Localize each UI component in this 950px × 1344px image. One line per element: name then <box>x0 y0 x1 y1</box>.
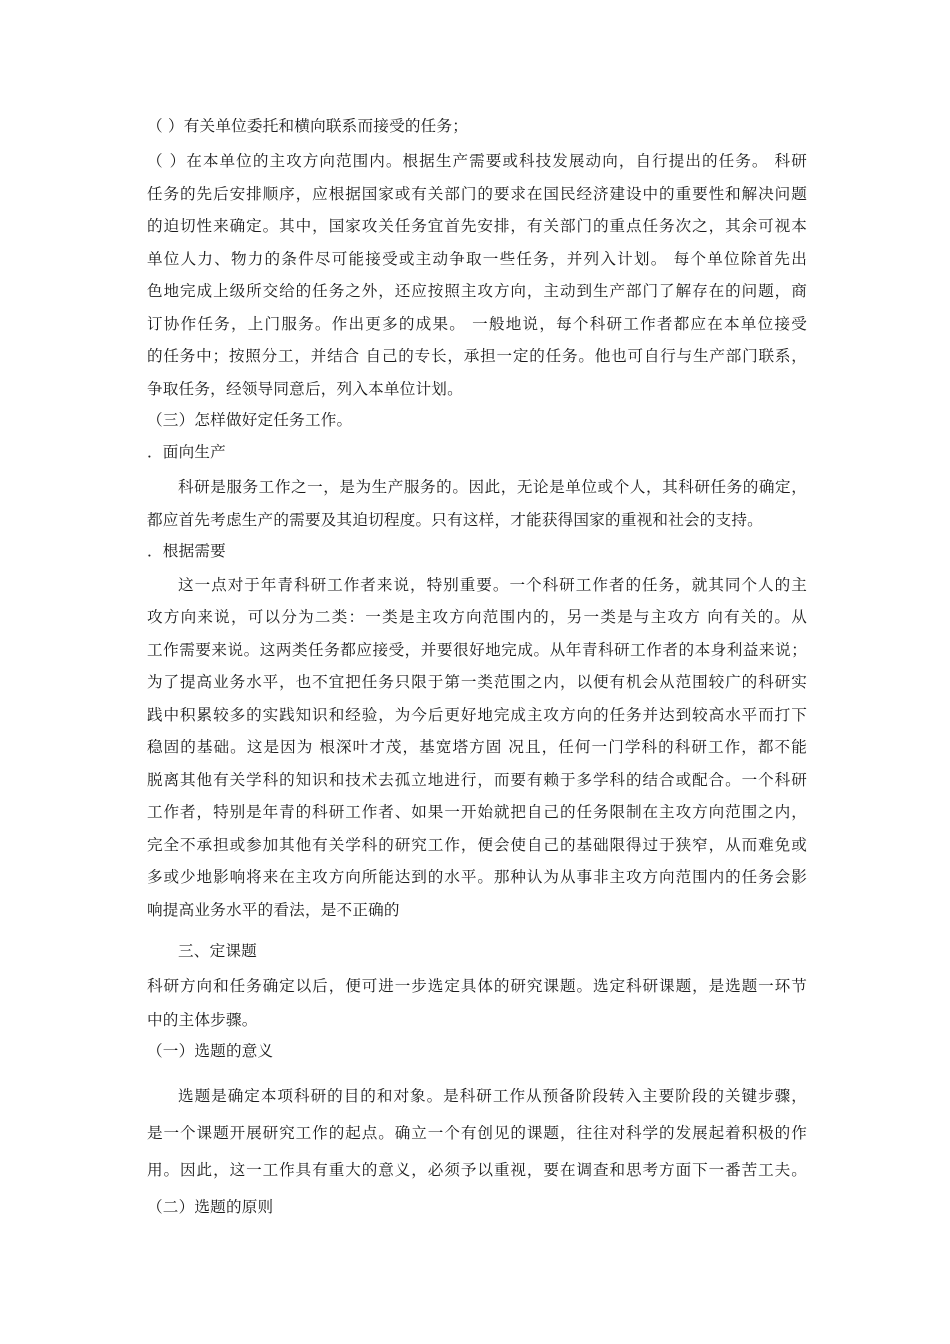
text-line: 中的主体步骤。 <box>147 1011 258 1029</box>
text-line: 色地完成上级所交给的任务之外，还应按照主攻方向，主动到生产部门了解存在的问题，商 <box>147 282 807 300</box>
section-heading: （一）选题的意义 <box>147 1042 274 1060</box>
text-line: 科研方向和任务确定以后，便可进一步选定具体的研究课题。选定科研课题，是选题一环节 <box>147 977 807 995</box>
text-line: 工作需要来说。这两类任务都应接受，并要很好地完成。从年青科研工作者的本身利益来说； <box>147 641 807 659</box>
text-line: 工作者，特别是年青的科研工作者、如果一开始就把自己的任务限制在主攻方向范围之内， <box>147 803 807 821</box>
text-line: 响提高业务水平的看法，是不正确的 <box>147 901 400 919</box>
text-line: （ ）在本单位的主攻方向范围内。根据生产需要或科技发展动向，自行提出的任务。 科研 <box>147 152 807 170</box>
text-line: 脱离其他有关学科的知识和技术去孤立地进行，而要有赖于多学科的结合或配合。一个科研 <box>147 771 807 789</box>
text-line: 为了提高业务水平，也不宜把任务只限于第一类范围之内，以便有机会从范围较广的科研实 <box>147 673 807 691</box>
paragraph-first-line: 科研是服务工作之一，是为生产服务的。因此，无论是单位或个人，其科研任务的确定， <box>178 478 807 496</box>
section-heading: （二）选题的原则 <box>147 1198 274 1216</box>
text-line: 都应首先考虑生产的需要及其迫切程度。只有这样，才能获得国家的重视和社会的支持。 <box>147 511 763 529</box>
text-line: （ ）有关单位委托和横向联系而接受的任务； <box>147 117 469 135</box>
chapter-heading: 三、定课题 <box>178 942 257 960</box>
text-line: 争取任务，经领导同意后，列入本单位计划。 <box>147 380 463 398</box>
paragraph-first-line: 这一点对于年青科研工作者来说，特别重要。一个科研工作者的任务，就其同个人的主 <box>178 576 807 594</box>
text-line: 用。因此，这一工作具有重大的意义，必须予以重视，要在调查和思考方面下一番苦工夫。 <box>147 1161 807 1179</box>
text-line: 的迫切性来确定。其中，国家攻关任务宜首先安排，有关部门的重点任务次之，其余可视本 <box>147 217 807 235</box>
subsection-heading: ．面向生产 <box>147 443 226 461</box>
text-line: 订协作任务，上门服务。作出更多的成果。 一般地说，每个科研工作者都应在本单位接受 <box>147 315 807 333</box>
paragraph-first-line: 选题是确定本项科研的目的和对象。是科研工作从预备阶段转入主要阶段的关键步骤， <box>178 1087 807 1105</box>
subsection-heading: ．根据需要 <box>147 542 226 560</box>
text-line: 攻方向来说，可以分为二类：一类是主攻方向范围内的，另一类是与主攻方 向有关的。从 <box>147 608 807 626</box>
text-line: 是一个课题开展研究工作的起点。确立一个有创见的课题，往往对科学的发展起着积极的作 <box>147 1124 807 1142</box>
text-line: 多或少地影响将来在主攻方向所能达到的水平。那种认为从事非主攻方向范围内的任务会影 <box>147 868 807 886</box>
text-line: 稳固的基础。这是因为 根深叶才茂，基宽塔方固 况且，任何一门学科的科研工作，都不能 <box>147 738 807 756</box>
section-heading: （三）怎样做好定任务工作。 <box>147 411 353 429</box>
text-line: 单位人力、物力的条件尽可能接受或主动争取一些任务，并列入计划。 每个单位除首先出 <box>147 250 807 268</box>
text-line: 任务的先后安排顺序，应根据国家或有关部门的要求在国民经济建设中的重要性和解决问题 <box>147 185 807 203</box>
text-line: 践中积累较多的实践知识和经验，为今后更好地完成主攻方向的任务并达到较高水平而打下 <box>147 706 807 724</box>
text-line: 完全不承担或参加其他有关学科的研究工作，便会使自己的基础限得过于狭窄，从而难免或 <box>147 836 807 854</box>
text-line: 的任务中；按照分工，并结合 自己的专长，承担一定的任务。他也可自行与生产部门联系， <box>147 347 807 365</box>
